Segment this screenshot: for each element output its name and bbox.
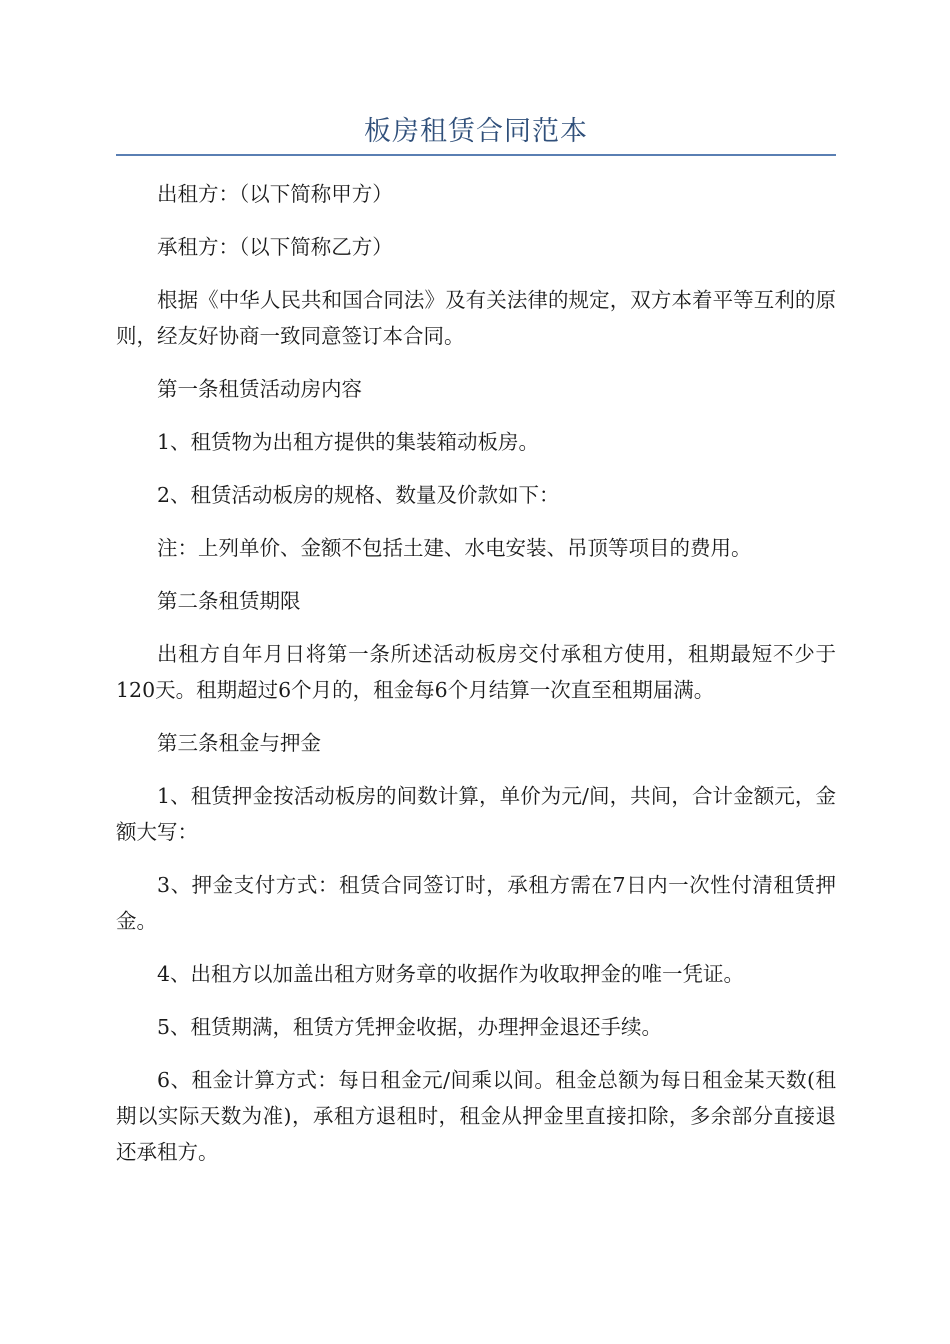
paragraph-lessee: 承租方：（以下简称乙方）: [157, 235, 393, 259]
section-heading-article-1: 第一条租赁活动房内容: [157, 377, 362, 401]
section-heading-article-2: 第二条租赁期限: [157, 589, 301, 613]
paragraph-article-3-item-4: 4、出租方以加盖出租方财务章的收据作为收取押金的唯一凭证。: [157, 962, 745, 986]
paragraph-preamble: 根据《中华人民共和国合同法》及有关法律的规定，双方本着平等互利的原则，经友好协商一致同意签订本合同。: [116, 288, 836, 348]
paragraph-note: 注：上列单价、金额不包括土建、水电安装、吊顶等项目的费用。: [157, 536, 752, 560]
paragraph-lessor: 出租方：（以下简称甲方）: [157, 182, 393, 206]
paragraph-article-1-item-1: 1、租赁物为出租方提供的集装箱动板房。: [157, 430, 540, 454]
section-heading-article-3: 第三条租金与押金: [157, 731, 321, 755]
paragraph-lease-term: 出租方自年月日将第一条所述活动板房交付承租方使用，租期最短不少于120天。租期超过6个月的，租金每6个月结算一次直至租期届满。: [116, 642, 836, 702]
title-underline: [116, 154, 836, 156]
paragraph-article-3-item-5: 5、租赁期满，租赁方凭押金收据，办理押金退还手续。: [157, 1015, 663, 1039]
paragraph-article-3-item-1: 1、租赁押金按活动板房的间数计算，单价为元/间，共间，合计金额元，金额大写：: [116, 784, 836, 844]
paragraph-article-3-item-3: 3、押金支付方式：租赁合同签订时，承租方需在7日内一次性付清租赁押金。: [116, 873, 836, 933]
document-title: 板房租赁合同范本: [364, 116, 588, 147]
paragraph-article-1-item-2: 2、租赁活动板房的规格、数量及价款如下：: [157, 483, 560, 507]
document-page: [116, 110, 836, 1187]
paragraph-article-3-item-6: 6、租金计算方式：每日租金元/间乘以间。租金总额为每日租金某天数(租期以实际天数为准)，承租方退租时，租金从押金里直接扣除，多余部分直接退还承租方。: [116, 1068, 836, 1164]
